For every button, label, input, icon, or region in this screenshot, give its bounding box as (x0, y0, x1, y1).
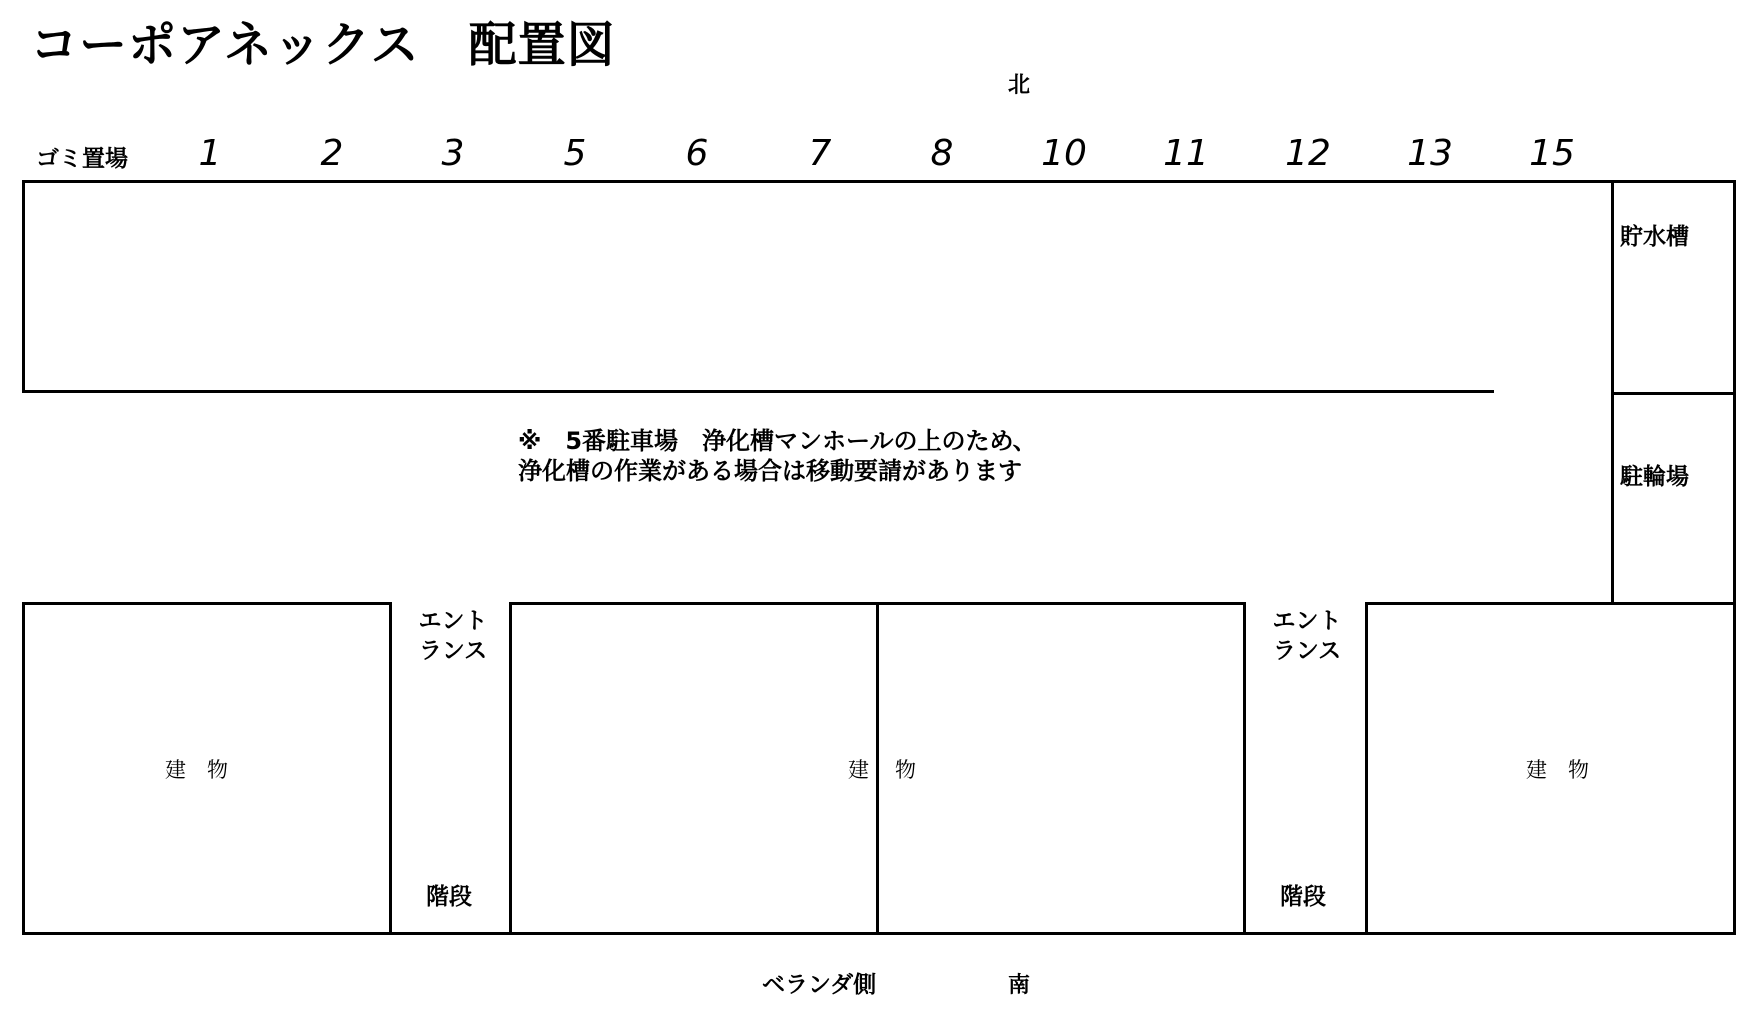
page-title: コーポアネックス 配置図 (30, 17, 616, 73)
entrance-left-bottom-line (392, 932, 512, 935)
building-center-divider (876, 602, 879, 935)
parking-lot-number: 6 (685, 133, 709, 174)
entrance-right-label (1262, 606, 1352, 666)
parking-lot-number: 8 (930, 133, 954, 174)
garbage-area-label: ゴミ置場 (36, 146, 128, 172)
entrance-label-line1: エント (1272, 608, 1342, 634)
parking-lot-number: 12 (1285, 133, 1331, 174)
parking-lot-number: 11 (1163, 133, 1209, 174)
parking-lot-number: 13 (1407, 133, 1453, 174)
parking-lot-number: 3 (441, 133, 465, 174)
parking-lot-number: 7 (808, 133, 832, 174)
bicycle-parking-label: 駐輪場 (1620, 464, 1689, 490)
water-tank-label: 貯水槽 (1620, 224, 1689, 250)
site-boundary-left (22, 180, 25, 393)
parking-lot-number: 15 (1529, 133, 1575, 174)
parking-lot-number: 1 (198, 133, 222, 174)
water-tank-bottom-line (1611, 392, 1736, 395)
note-line-2: 浄化槽の作業がある場合は移動要請があります (518, 457, 1022, 485)
entrance-label-line1: エント (418, 608, 488, 634)
entrance-right-bottom-line (1246, 932, 1368, 935)
north-label: 北 (1008, 73, 1031, 98)
parking-area-bottom-line (22, 390, 1494, 393)
parking-lot-number: 10 (1041, 133, 1087, 174)
entrance-label-line2: ランス (1272, 638, 1342, 664)
entrance-label-line2: ランス (418, 638, 488, 664)
entrance-left-label (408, 606, 498, 666)
building-center-label-right: 物 (895, 758, 916, 782)
stairs-right-label: 階段 (1280, 884, 1326, 910)
parking-lot-number: 2 (320, 133, 344, 174)
parking-lot-number: 5 (563, 133, 587, 174)
building-right-label: 建 物 (1526, 758, 1589, 782)
stairs-left-label: 階段 (426, 884, 472, 910)
south-label: 南 (1008, 973, 1031, 998)
building-center-label-left: 建 (848, 758, 869, 782)
site-boundary-top (22, 180, 1736, 183)
note-line-1: ※ 5番駐車場 浄化槽マンホールの上のため、 (518, 427, 1037, 455)
veranda-side-label: ベランダ側 (762, 972, 877, 998)
building-left-label: 建 物 (165, 758, 228, 782)
